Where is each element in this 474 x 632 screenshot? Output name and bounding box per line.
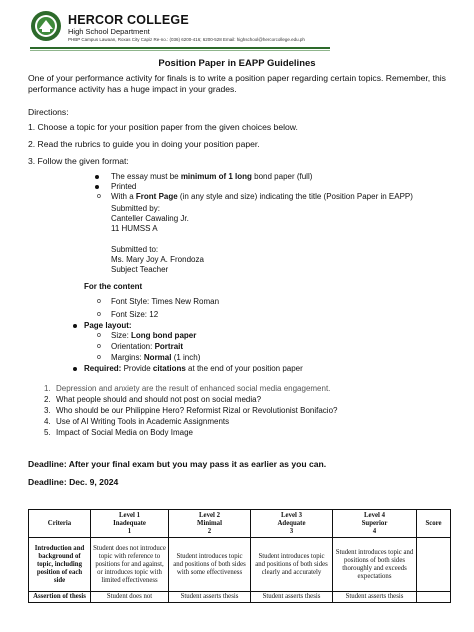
submitted-to-label: Submitted to:	[111, 245, 159, 254]
header-divider	[30, 47, 330, 49]
for-content-heading: For the content	[84, 282, 143, 291]
score-header: Score	[417, 510, 451, 538]
level-1-cell: Student does not introduce topic with reference to positions for and against, or introduces topic with limited effectiveness	[91, 538, 169, 592]
score-cell	[417, 592, 451, 603]
topic-item: 5. Impact of Social Media on Body Image	[44, 428, 193, 437]
bullet-icon	[95, 175, 99, 179]
table-row	[29, 538, 451, 592]
score-cell	[417, 538, 451, 592]
bullet-icon	[73, 324, 77, 328]
submitted-by-label: Submitted by:	[111, 204, 160, 213]
orientation-item: Orientation: Portrait	[111, 342, 184, 351]
contact-address: PHBP Campus Lawaan, Roxas City Capiz Re-no.: (036) 6200-416; 6200-528 Email: highschool@hercorcollege.edu.ph	[68, 37, 305, 42]
deadline-date: Deadline: Dec. 9, 2024	[28, 477, 119, 487]
step-3: 3. Follow the given format:	[28, 156, 129, 166]
level-3-cell: Student asserts thesis	[251, 592, 333, 603]
circle-bullet-icon: o	[97, 332, 101, 339]
required-item: Required: Provide citations at the end of your position paper	[84, 364, 303, 373]
submitted-by-section: 11 HUMSS A	[111, 224, 158, 233]
circle-bullet-icon: o	[97, 298, 101, 305]
circle-bullet-icon: o	[97, 343, 101, 350]
college-seal-icon	[30, 10, 62, 42]
college-name: HERCOR COLLEGE	[68, 13, 189, 27]
circle-bullet-icon: o	[97, 354, 101, 361]
level-2-cell: Student introduces topic and positions of both sides with some effectiveness	[169, 538, 251, 592]
level-2-header: Level 2 Minimal 2	[169, 510, 251, 538]
submitted-to-role: Subject Teacher	[111, 265, 169, 274]
level-1-cell: Student does not	[91, 592, 169, 603]
header-divider-thin	[30, 50, 330, 51]
level-1-header: Level 1 Inadequate 1	[91, 510, 169, 538]
department-name: High School Department	[68, 27, 150, 36]
circle-bullet-icon: o	[97, 193, 101, 200]
level-4-cell: Student introduces topic and positions of both sides thoroughly and exceeds expectations	[333, 538, 417, 592]
font-style-item: Font Style: Times New Roman	[111, 297, 220, 306]
step-2: 2. Read the rubrics to guide you in doing your position paper.	[28, 139, 260, 149]
level-2-cell: Student asserts thesis	[169, 592, 251, 603]
letterhead	[30, 10, 330, 50]
level-4-cell: Student asserts thesis	[333, 592, 417, 603]
deadline-note: Deadline: After your final exam but you may pass it as earlier as you can.	[28, 459, 327, 469]
bullet-icon	[73, 367, 77, 371]
submitted-by-name: Canteller Cawaling Jr.	[111, 214, 189, 223]
step-1: 1. Choose a topic for your position paper from the given choices below.	[28, 122, 298, 132]
criteria-cell: Assertion of thesis	[29, 592, 91, 603]
criteria-cell: Introduction and background of topic, including position of each side	[29, 538, 91, 592]
level-3-cell: Student introduces topic and positions of both sides clearly and accurately	[251, 538, 333, 592]
font-size-item: Font Size: 12	[111, 310, 159, 319]
margins-item: Margins: Normal (1 inch)	[111, 353, 201, 362]
directions-label: Directions:	[28, 107, 69, 117]
level-4-header: Level 4 Superior 4	[333, 510, 417, 538]
rubric-table	[28, 509, 451, 603]
bullet-icon	[95, 185, 99, 189]
page-title: Position Paper in EAPP Guidelines	[158, 58, 316, 69]
rubric-header-row	[29, 510, 451, 538]
front-page-item: With a Front Page (in any style and size) indicating the title (Position Paper in EAPP)	[111, 192, 413, 201]
criteria-header: Criteria	[29, 510, 91, 538]
page-layout-heading: Page layout:	[84, 321, 132, 330]
size-item: Size: Long bond paper	[111, 331, 197, 340]
submitted-to-name: Ms. Mary Joy A. Frondoza	[111, 255, 204, 264]
table-row	[29, 592, 451, 603]
essay-length: The essay must be minimum of 1 long bond paper (full)	[111, 172, 313, 181]
topic-item: 1. Depression and anxiety are the result of enhanced social media engagement.	[44, 384, 331, 393]
topic-item: 4. Use of AI Writing Tools in Academic Assignments	[44, 417, 230, 426]
printed-item: Printed	[111, 182, 137, 191]
circle-bullet-icon: o	[97, 311, 101, 318]
topic-item: 2. What people should and should not post on social media?	[44, 395, 262, 404]
level-3-header: Level 3 Adequate 3	[251, 510, 333, 538]
topic-item: 3. Who should be our Philippine Hero? Reformist Rizal or Revolutionist Bonifacio?	[44, 406, 338, 415]
intro-paragraph: One of your performance activity for finals is to write a position paper regarding certain topics. Remember, this performance activity has a huge impact in your grades.	[28, 73, 446, 94]
